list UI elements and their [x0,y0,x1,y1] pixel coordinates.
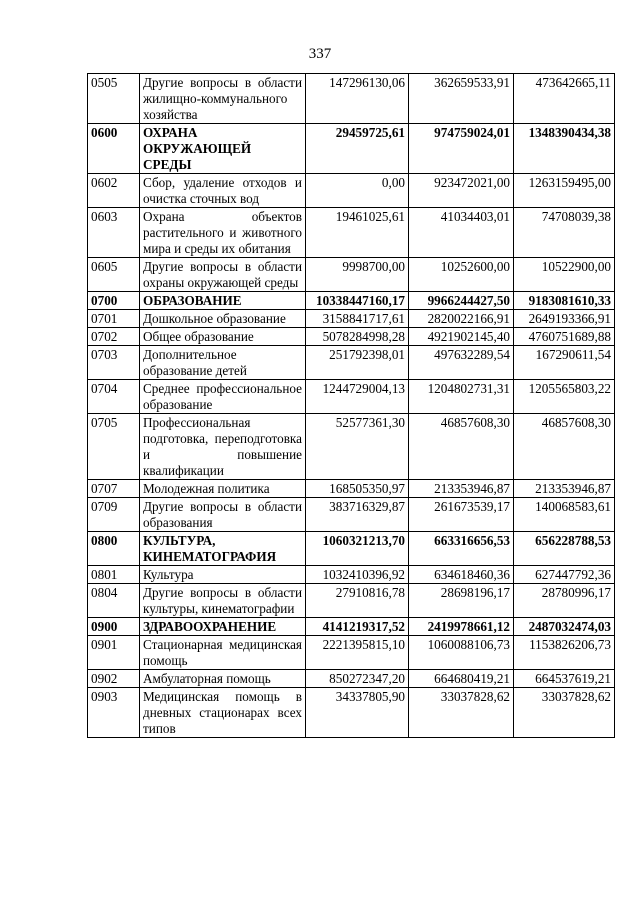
row-value-3: 1205565803,22 [514,380,615,414]
row-code: 0900 [88,618,140,636]
row-value-1: 3158841717,61 [306,310,409,328]
row-value-1: 383716329,87 [306,498,409,532]
table-row [88,636,615,670]
row-name: Дополнительное образование детей [140,346,306,380]
row-value-1: 27910816,78 [306,584,409,618]
row-name: Общее образование [140,328,306,346]
row-value-1: 2221395815,10 [306,636,409,670]
row-value-2: 261673539,17 [409,498,514,532]
table-row [88,414,615,480]
row-value-3: 1348390434,38 [514,124,615,174]
row-code: 0902 [88,670,140,688]
table-row [88,584,615,618]
row-value-2: 10252600,00 [409,258,514,292]
row-value-1: 19461025,61 [306,208,409,258]
row-value-3: 473642665,11 [514,74,615,124]
row-value-1: 9998700,00 [306,258,409,292]
row-name: КУЛЬТУРА, КИНЕМАТОГРАФИЯ [140,532,306,566]
row-value-3: 46857608,30 [514,414,615,480]
table-row [88,380,615,414]
row-name: Медицинская помощь в дневных стационарах всех типов [140,688,306,738]
row-value-1: 168505350,97 [306,480,409,498]
page-number: 337 [308,46,332,62]
table-row [88,670,615,688]
row-value-2: 41034403,01 [409,208,514,258]
row-value-1: 4141219317,52 [306,618,409,636]
row-name: Сбор, удаление отходов и очистка сточных вод [140,174,306,208]
row-value-1: 0,00 [306,174,409,208]
row-value-3: 664537619,21 [514,670,615,688]
row-code: 0709 [88,498,140,532]
row-value-2: 1204802731,31 [409,380,514,414]
row-value-2: 497632289,54 [409,346,514,380]
row-code: 0801 [88,566,140,584]
row-name: Другие вопросы в области жилищно-коммунального хозяйства [140,74,306,124]
table-row [88,498,615,532]
row-name: Другие вопросы в области образования [140,498,306,532]
row-name: Амбулаторная помощь [140,670,306,688]
row-value-1: 251792398,01 [306,346,409,380]
row-code: 0605 [88,258,140,292]
table-row [88,618,615,636]
row-name: ОБРАЗОВАНИЕ [140,292,306,310]
row-code: 0700 [88,292,140,310]
table-row [88,292,615,310]
table-row [88,124,615,174]
row-value-1: 1060321213,70 [306,532,409,566]
row-value-2: 2419978661,12 [409,618,514,636]
row-value-2: 923472021,00 [409,174,514,208]
row-code: 0603 [88,208,140,258]
row-name: Среднее профессиональное образование [140,380,306,414]
row-value-2: 2820022166,91 [409,310,514,328]
row-code: 0901 [88,636,140,670]
row-value-3: 33037828,62 [514,688,615,738]
row-value-3: 10522900,00 [514,258,615,292]
row-value-2: 362659533,91 [409,74,514,124]
row-code: 0702 [88,328,140,346]
table-row [88,566,615,584]
row-code: 0505 [88,74,140,124]
row-name: Другие вопросы в области охраны окружающей среды [140,258,306,292]
row-code: 0903 [88,688,140,738]
row-code: 0707 [88,480,140,498]
row-value-3: 167290611,54 [514,346,615,380]
row-value-3: 1263159495,00 [514,174,615,208]
row-value-2: 664680419,21 [409,670,514,688]
row-value-2: 213353946,87 [409,480,514,498]
budget-table [87,73,615,738]
row-value-3: 2649193366,91 [514,310,615,328]
row-code: 0703 [88,346,140,380]
row-value-1: 34337805,90 [306,688,409,738]
row-value-1: 147296130,06 [306,74,409,124]
row-value-3: 2487032474,03 [514,618,615,636]
row-value-1: 5078284998,28 [306,328,409,346]
row-value-2: 9966244427,50 [409,292,514,310]
row-value-2: 4921902145,40 [409,328,514,346]
row-value-3: 656228788,53 [514,532,615,566]
table-row [88,328,615,346]
row-name: Охрана объектов растительного и животного мира и среды их обитания [140,208,306,258]
row-value-3: 213353946,87 [514,480,615,498]
table-row [88,532,615,566]
row-value-1: 1244729004,13 [306,380,409,414]
table-row [88,258,615,292]
row-value-3: 9183081610,33 [514,292,615,310]
row-value-3: 4760751689,88 [514,328,615,346]
row-value-3: 1153826206,73 [514,636,615,670]
row-code: 0804 [88,584,140,618]
row-code: 0600 [88,124,140,174]
row-value-3: 627447792,36 [514,566,615,584]
row-value-2: 663316656,53 [409,532,514,566]
row-value-1: 1032410396,92 [306,566,409,584]
row-code: 0704 [88,380,140,414]
row-value-1: 850272347,20 [306,670,409,688]
row-value-2: 974759024,01 [409,124,514,174]
row-code: 0705 [88,414,140,480]
table-body [88,74,615,738]
table-row [88,480,615,498]
row-name: Культура [140,566,306,584]
table-row [88,174,615,208]
row-value-3: 140068583,61 [514,498,615,532]
table-row [88,346,615,380]
row-name: Профессиональная подготовка, переподготовка и повышение квалификации [140,414,306,480]
row-value-2: 1060088106,73 [409,636,514,670]
table-row [88,688,615,738]
row-name: Молодежная политика [140,480,306,498]
row-code: 0701 [88,310,140,328]
table-row [88,310,615,328]
row-value-2: 634618460,36 [409,566,514,584]
table-row [88,208,615,258]
row-name: ЗДРАВООХРАНЕНИЕ [140,618,306,636]
row-value-1: 52577361,30 [306,414,409,480]
row-value-2: 28698196,17 [409,584,514,618]
row-code: 0800 [88,532,140,566]
row-name: Другие вопросы в области культуры, кинематографии [140,584,306,618]
row-name: Дошкольное образование [140,310,306,328]
row-value-2: 33037828,62 [409,688,514,738]
row-value-1: 29459725,61 [306,124,409,174]
row-value-3: 28780996,17 [514,584,615,618]
table-row [88,74,615,124]
row-value-2: 46857608,30 [409,414,514,480]
row-value-3: 74708039,38 [514,208,615,258]
row-value-1: 10338447160,17 [306,292,409,310]
row-name: ОХРАНА ОКРУЖАЮЩЕЙ СРЕДЫ [140,124,306,174]
row-code: 0602 [88,174,140,208]
row-name: Стационарная медицинская помощь [140,636,306,670]
